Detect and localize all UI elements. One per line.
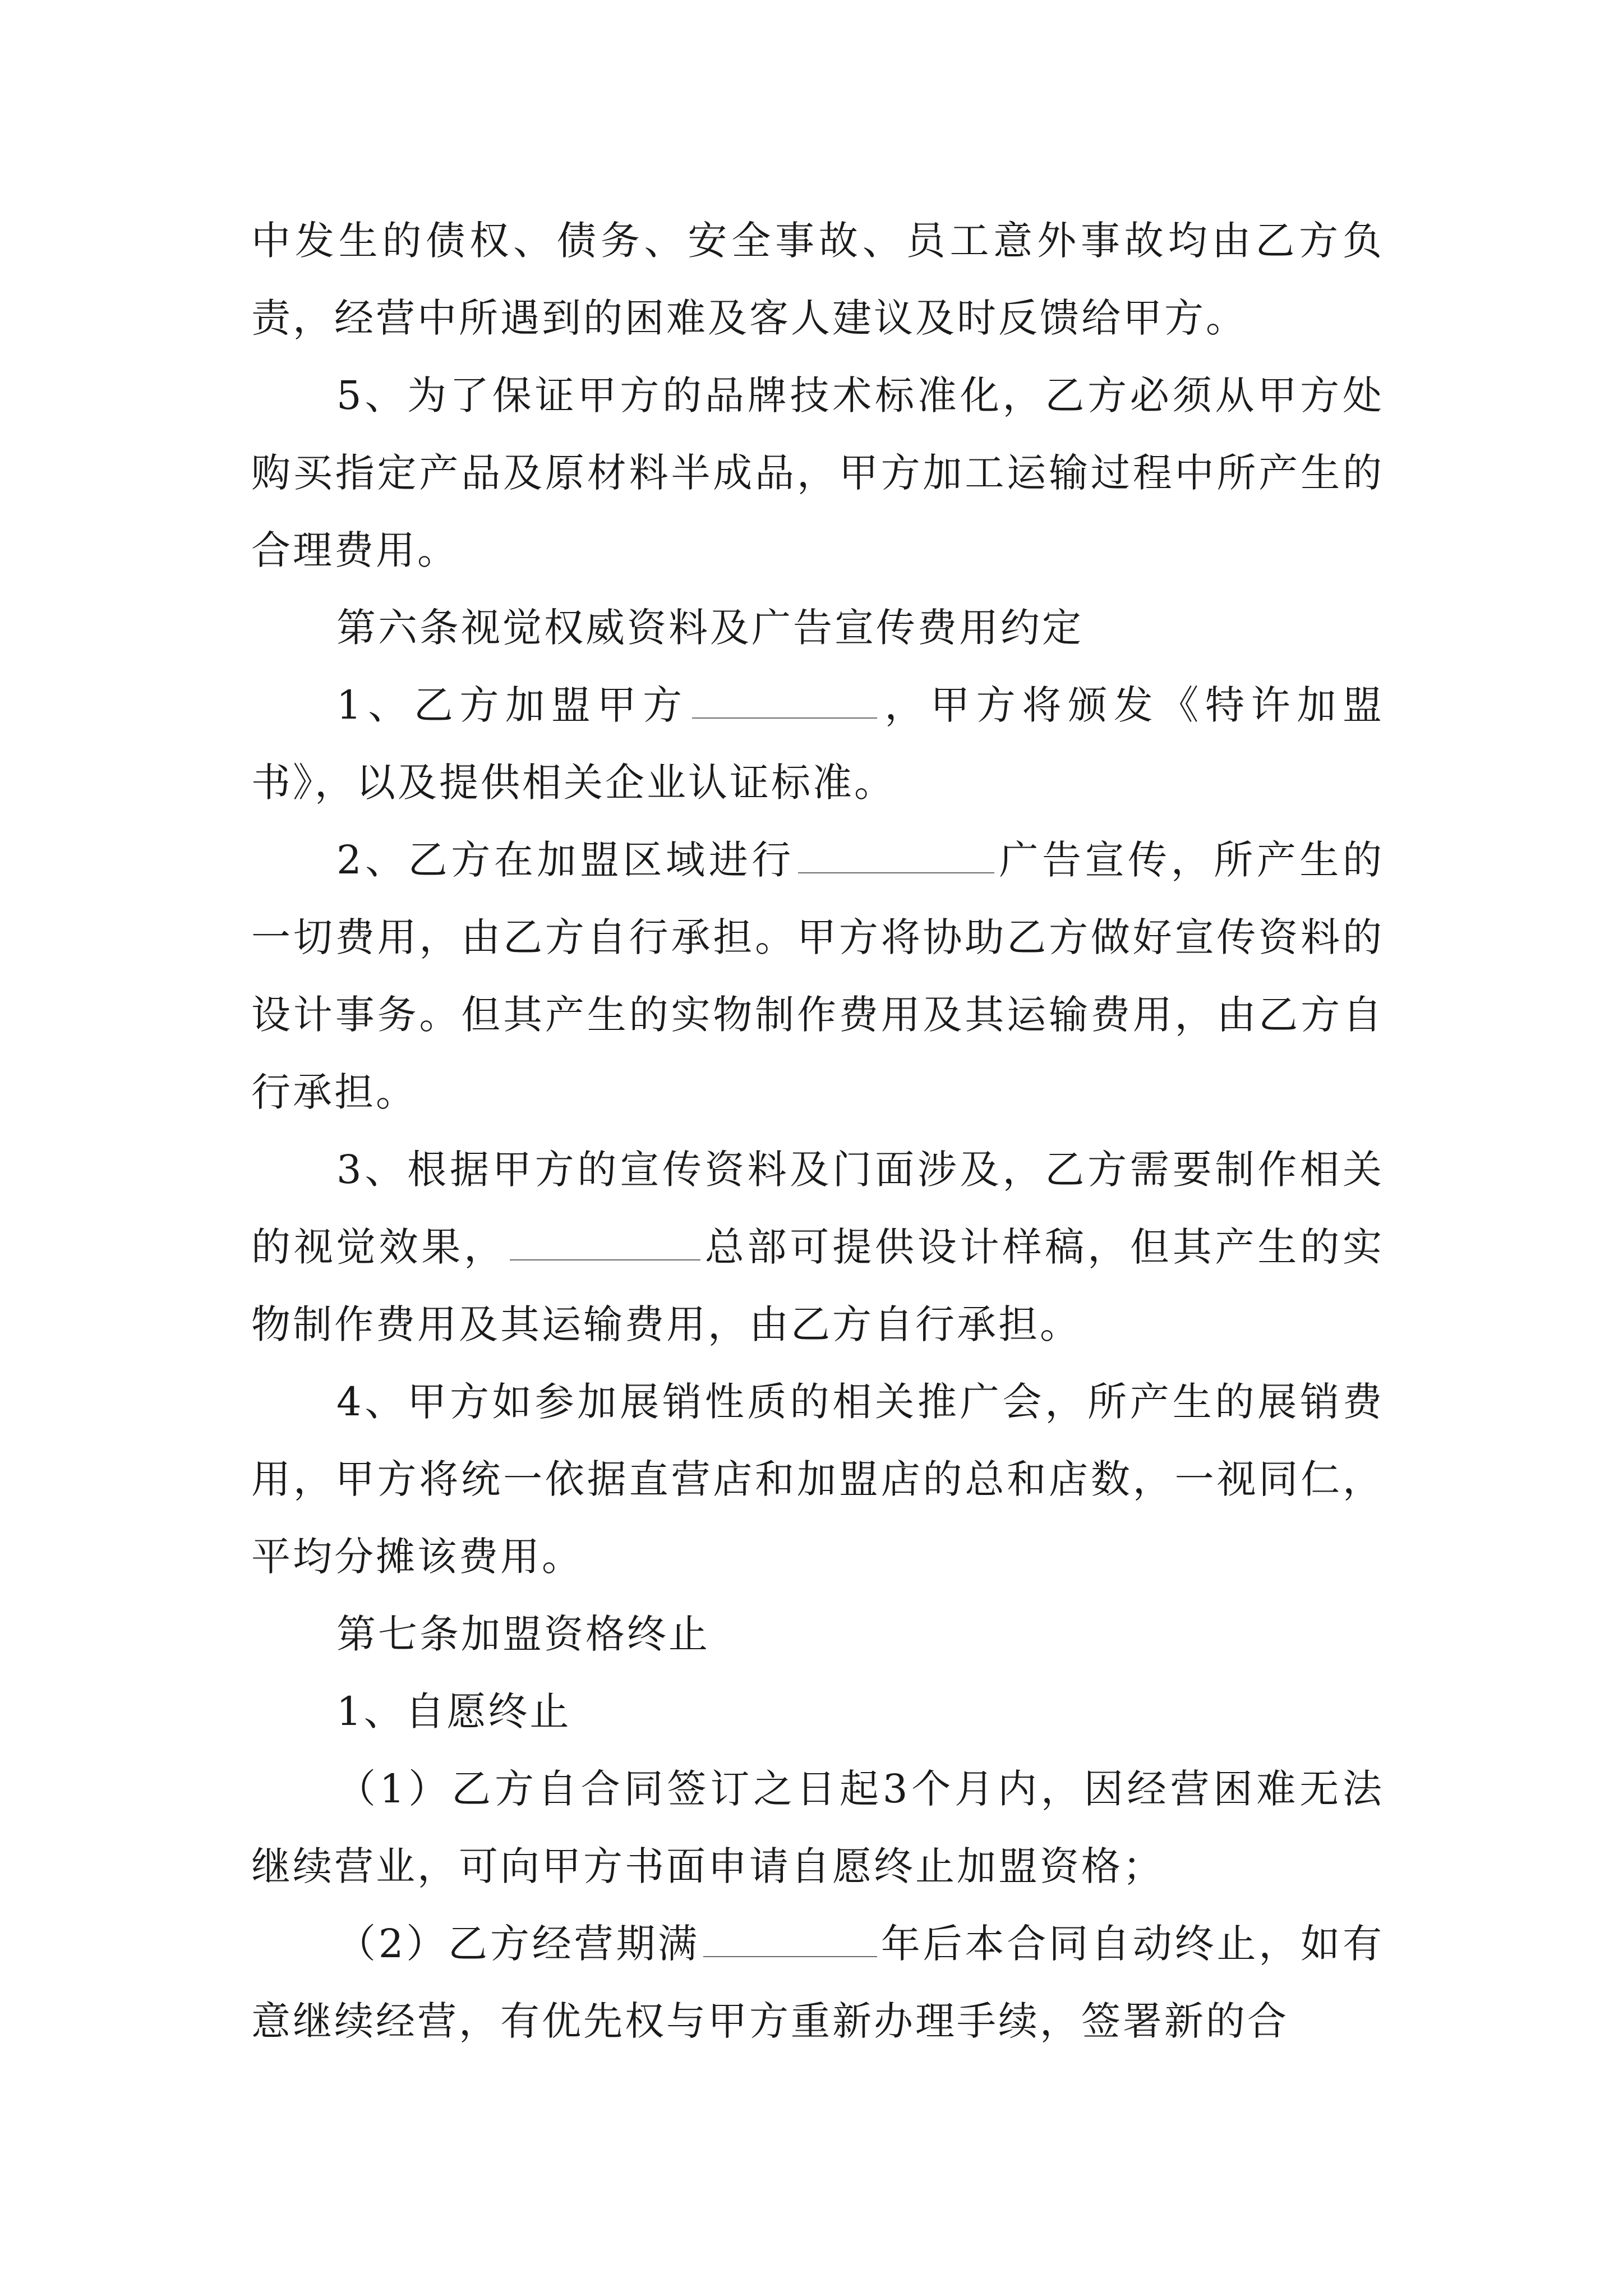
paragraph-article-7-item-1-2 — [251, 1905, 1384, 2060]
document-body — [251, 202, 1384, 2060]
text-segment: 年后本合同自动终止，如有意继续经营，有优先权与甲方重新办理手续，签署新的合 — [251, 1921, 1384, 2044]
fill-in-blank[interactable] — [798, 838, 994, 873]
fill-in-blank[interactable] — [703, 1921, 877, 1957]
paragraph-article-7-item-1-1: （1）乙方自合同签订之日起3个月内，因经营困难无法继续营业，可向甲方书面申请自愿终止加盟资格； — [251, 1766, 1384, 1889]
paragraph-article-6-item-1 — [251, 666, 1384, 821]
subheading-voluntary-termination: 1、自愿终止 — [336, 1688, 571, 1734]
text-segment: 广告宣传，所产生的一切费用，由乙方自行承担。甲方将协助乙方做好宣传资料的设计事务。但其产生的实物制作费用及其运输费用，由乙方自行承担。 — [251, 837, 1384, 1115]
paragraph-article-6-item-2 — [251, 821, 1384, 1131]
text-segment: （2）乙方经营期满 — [336, 1921, 700, 1967]
section-heading-article-6: 第六条视觉权威资料及广告宣传费用约定 — [336, 605, 1083, 651]
fill-in-blank[interactable] — [510, 1225, 700, 1260]
paragraph-continuation: 中发生的债权、债务、安全事故、员工意外事故均由乙方负责，经营中所遇到的困难及客人建议及时反馈给甲方。 — [251, 218, 1384, 341]
fill-in-blank[interactable] — [692, 683, 877, 719]
paragraph-clause-5: 5、为了保证甲方的品牌技术标准化，乙方必须从甲方处购买指定产品及原材料半成品，甲方加工运输过程中所产生的合理费用。 — [251, 372, 1384, 573]
text-segment: 2、乙方在加盟区域进行 — [336, 837, 795, 883]
text-segment: 1、乙方加盟甲方 — [336, 682, 689, 728]
text-segment: ，甲方将颁发《特许加盟书》，以及提供相关企业认证标准。 — [251, 682, 1384, 806]
text-segment: 总部可提供设计样稿，但其产生的实物制作费用及其运输费用，由乙方自行承担。 — [251, 1224, 1385, 1347]
section-heading-article-7: 第七条加盟资格终止 — [336, 1611, 710, 1657]
text-segment: 3、根据甲方的宣传资料及门面涉及，乙方需要制作相关的视觉效果， — [251, 1147, 1384, 1270]
paragraph-article-6-item-4: 4、甲方如参加展销性质的相关推广会，所产生的展销费用，甲方将统一依据直营店和加盟店的总和店数，一视同仁，平均分摊该费用。 — [251, 1379, 1384, 1580]
paragraph-article-6-item-3 — [251, 1131, 1384, 1363]
